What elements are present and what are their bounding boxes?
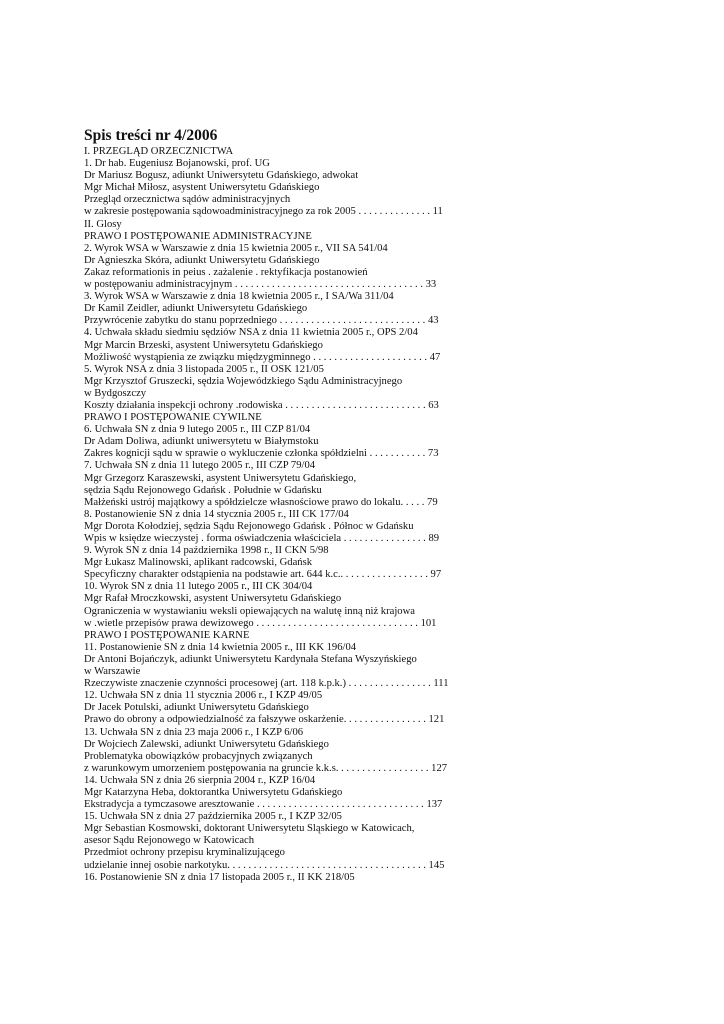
toc-line: 11. Postanowienie SN z dnia 14 kwietnia 2005 r., III KK 196/04 — [84, 641, 357, 653]
toc-line: Mgr Dorota Kołodziej, sędzia Sądu Rejonowego Gdańsk . Północ w Gdańsku — [84, 520, 414, 532]
toc-line: Możliwość wystąpienia ze związku międzygminnego . . . . . . . . . . . . . . . . . . . . . . 47 — [84, 351, 441, 363]
toc-line: 3. Wyrok WSA w Warszawie z dnia 18 kwietnia 2005 r., I SA/Wa 311/04 — [84, 291, 394, 303]
toc-line: 13. Uchwała SN z dnia 23 maja 2006 r., I KZP 6/06 — [84, 726, 304, 738]
toc-line: w Bydgoszczy — [84, 387, 147, 399]
toc-line: 8. Postanowienie SN z dnia 14 stycznia 2005 r., III CK 177/04 — [84, 508, 349, 520]
toc-line: Przegląd orzecznictwa sądów administracyjnych — [84, 194, 291, 206]
toc-line: 10. Wyrok SN z dnia 11 lutego 2005 r., III CK 304/04 — [84, 581, 313, 593]
toc-line: 9. Wyrok SN z dnia 14 października 1998 r., II CKN 5/98 — [84, 545, 329, 557]
toc-line: 7. Uchwała SN z dnia 11 lutego 2005 r., III CZP 79/04 — [84, 460, 316, 472]
toc-line: 1. Dr hab. Eugeniusz Bojanowski, prof. UG — [84, 158, 270, 170]
toc-line: w .wietle przepisów prawa dewizowego . . . . . . . . . . . . . . . . . . . . . . . . . . . . . . . 101 — [84, 617, 437, 629]
toc-line: Mgr Grzegorz Karaszewski, asystent Uniwersytetu Gdańskiego, — [84, 472, 357, 484]
toc-line: Dr Jacek Potulski, adiunkt Uniwersytetu Gdańskiego — [84, 702, 309, 714]
toc-line: Mgr Marcin Brzeski, asystent Uniwersytetu Gdańskiego — [84, 339, 323, 351]
toc-line: Prawo do obrony a odpowiedzialność za fałszywe oskarżenie. . . . . . . . . . . . . . . . 121 — [84, 714, 445, 726]
toc-line: PRAWO I POSTĘPOWANIE ADMINISTRACYJNE — [84, 230, 312, 242]
toc-line: Mgr Krzysztof Gruszecki, sędzia Wojewódzkiego Sądu Administracyjnego — [84, 375, 403, 387]
toc-line: Mgr Sebastian Kosmowski, doktorant Uniwersytetu Śląskiego w Katowicach, — [84, 823, 415, 835]
toc-line: PRAWO I POSTĘPOWANIE CYWILNE — [84, 412, 262, 424]
toc-line: 12. Uchwała SN z dnia 11 stycznia 2006 r., I KZP 49/05 — [84, 690, 323, 702]
toc-line: Problematyka obowiązków probacyjnych związanych — [84, 750, 313, 762]
toc-line: Małżeński ustrój majątkowy a spółdzielcze własnościowe prawo do lokalu. . . . . 79 — [84, 496, 438, 508]
toc-line: Dr Adam Doliwa, adiunkt uniwersytetu w Białymstoku — [84, 436, 319, 448]
toc-line: Zakres kognicji sądu w sprawie o wykluczenie członka spółdzielni . . . . . . . . . . . 73 — [84, 448, 439, 460]
toc-line: Zakaz reformationis in peius . zażalenie . rektyfikacja postanowień — [84, 266, 368, 278]
toc-line: Dr Kamil Zeidler, adiunkt Uniwersytetu Gdańskiego — [84, 303, 308, 315]
toc-line: w zakresie postępowania sądowoadministracyjnego za rok 2005 . . . . . . . . . . . . . . 11 — [84, 206, 443, 218]
toc-line: 6. Uchwała SN z dnia 9 lutego 2005 r., III CZP 81/04 — [84, 424, 311, 436]
toc-line: Dr Antoni Bojańczyk, adiunkt Uniwersytetu Kardynała Stefana Wyszyńskiego — [84, 653, 417, 665]
toc-line: Mgr Łukasz Malinowski, aplikant radcowski, Gdańsk — [84, 557, 313, 569]
toc-line: I. PRZEGLĄD ORZECZNICTWA — [84, 146, 234, 157]
toc-line: w Warszawie — [84, 666, 141, 678]
toc-line: z warunkowym umorzeniem postępowania na gruncie k.k.s. . . . . . . . . . . . . . . . . . 127 — [84, 762, 448, 774]
toc-line: PRAWO I POSTĘPOWANIE KARNE — [84, 629, 250, 641]
toc-line: Dr Agnieszka Skóra, adiunkt Uniwersytetu Gdańskiego — [84, 254, 320, 266]
toc-line: Przedmiot ochrony przepisu kryminalizującego — [84, 847, 285, 859]
toc-lines — [84, 146, 644, 884]
toc-line: asesor Sądu Rejonowego w Katowicach — [84, 835, 255, 847]
toc-line: 14. Uchwała SN z dnia 26 sierpnia 2004 r., KZP 16/04 — [84, 774, 316, 786]
toc-line: 5. Wyrok NSA z dnia 3 listopada 2005 r., II OSK 121/05 — [84, 363, 324, 375]
toc-line: 4. Uchwała składu siedmiu sędziów NSA z dnia 11 kwietnia 2005 r., OPS 2/04 — [84, 327, 418, 339]
toc-line: sędzia Sądu Rejonowego Gdańsk . Południe w Gdańsku — [84, 484, 322, 496]
toc-line: Mgr Michał Miłosz, asystent Uniwersytetu Gdańskiego — [84, 182, 320, 194]
table-of-contents — [84, 127, 644, 884]
toc-line: 15. Uchwała SN z dnia 27 października 2005 r., I KZP 32/05 — [84, 811, 342, 823]
toc-line: Dr Mariusz Bogusz, adiunkt Uniwersytetu Gdańskiego, adwokat — [84, 170, 359, 182]
toc-line: Koszty działania inspekcji ochrony .rodowiska . . . . . . . . . . . . . . . . . . . . . . . . . . . 63 — [84, 399, 439, 411]
toc-line: Wpis w księdze wieczystej . forma oświadczenia właściciela . . . . . . . . . . . . . . . . 89 — [84, 533, 440, 544]
toc-line: 2. Wyrok WSA w Warszawie z dnia 15 kwietnia 2005 r., VII SA 541/04 — [84, 242, 388, 254]
toc-line: Rzeczywiste znaczenie czynności procesowej (art. 118 k.p.k.) . . . . . . . . . . . . . . . . 111 — [84, 678, 449, 690]
toc-line: Mgr Rafał Mroczkowski, asystent Uniwersytetu Gdańskiego — [84, 593, 342, 605]
toc-line: udzielanie innej osobie narkotyku. . . . . . . . . . . . . . . . . . . . . . . . . . . . . . . . . . . . . . 145 — [84, 859, 445, 871]
toc-line: w postępowaniu administracyjnym . . . . . . . . . . . . . . . . . . . . . . . . . . . . . . . . . . . . 33 — [84, 279, 437, 291]
toc-line: Mgr Katarzyna Heba, doktorantka Uniwersytetu Gdańskiego — [84, 786, 343, 798]
toc-line: II. Glosy — [84, 218, 122, 230]
toc-line: 16. Postanowienie SN z dnia 17 listopada 2005 r., II KK 218/05 — [84, 871, 355, 883]
toc-line: Ograniczenia w wystawianiu weksli opiewających na walutę inną niż krajowa — [84, 605, 415, 617]
toc-line: Dr Wojciech Zalewski, adiunkt Uniwersytetu Gdańskiego — [84, 738, 329, 750]
toc-line: Ekstradycja a tymczasowe aresztowanie . . . . . . . . . . . . . . . . . . . . . . . . . . . . . . . . 137 — [84, 799, 443, 811]
toc-line: Przywrócenie zabytku do stanu poprzedniego . . . . . . . . . . . . . . . . . . . . . . . . . . . . 43 — [84, 315, 439, 327]
page-title: Spis treści nr 4/2006 — [84, 127, 218, 144]
toc-line: Specyficzny charakter odstąpienia na podstawie art. 644 k.c.. . . . . . . . . . . . . . . . . 97 — [84, 569, 442, 581]
